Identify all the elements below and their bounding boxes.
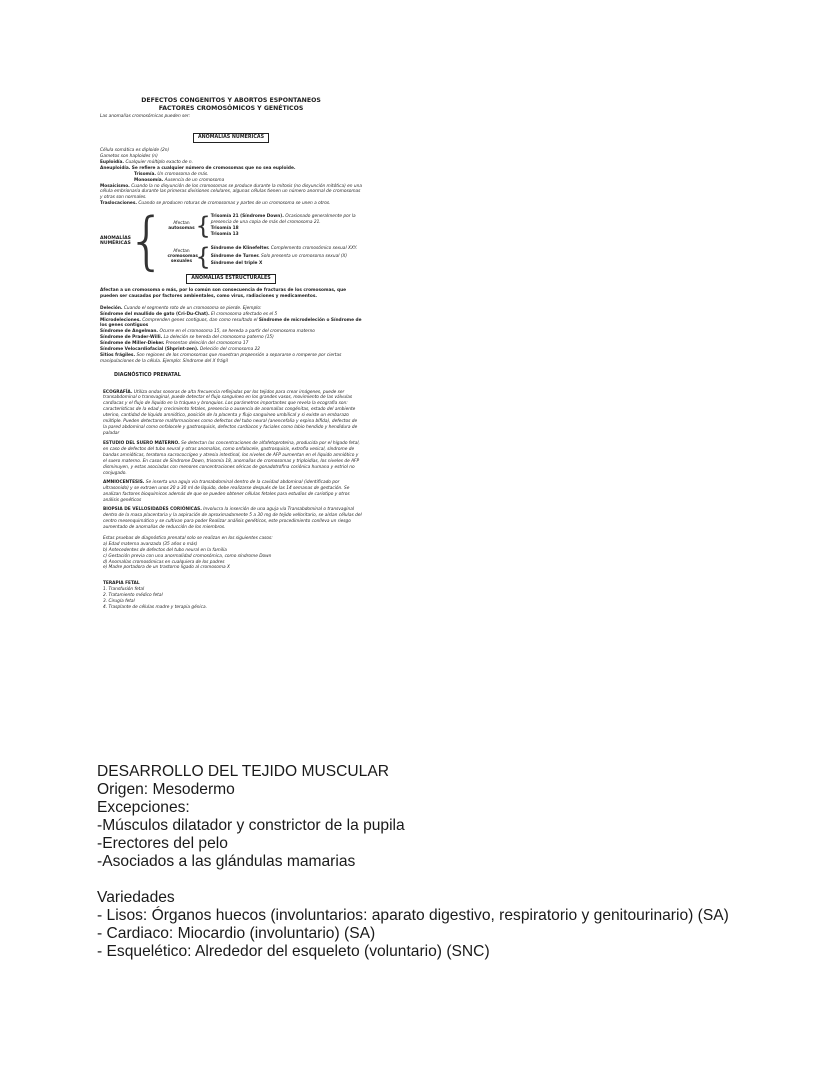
microdeleciones-term: Microdeleciones. <box>100 317 141 323</box>
mosaicismo <box>100 184 362 202</box>
mosaicismo-term: Mosaicismo. <box>100 183 130 189</box>
delecion-term: Deleción. <box>100 305 123 311</box>
terapia-header: TERAPIA FETAL <box>103 581 140 587</box>
turner <box>211 253 386 261</box>
sexuales-group <box>167 242 385 271</box>
autosomas-group <box>167 214 385 239</box>
celula-somatica: Célula somática es diploide (2n) <box>100 148 170 154</box>
microdeleciones <box>100 318 362 330</box>
doc-title-line-2: FACTORES CROMOSÓMICOS Y GENÉTICOS <box>158 104 304 112</box>
terapia-item: 3. Cirugía fetal <box>103 599 135 605</box>
sitios-def: Son regiones de los cromosomas que muestran propensión a separarse o romperse por ciertas manipulaciones de la célula. Ejemplo: Síndrome del X frágil <box>100 353 342 364</box>
structural-intro: Afectan a un cromosoma o más, por lo común son consecuencia de fracturas de los cromosomas, que pueden ser causadas por factores ambientales, como virus, radiaciones y medicamentos. <box>100 287 347 299</box>
shprintzen-def: Deleción del cromosoma 22 <box>199 347 261 353</box>
microdeleciones-bold: Síndrome de microdeleción o Síndrome de los genes contiguos <box>100 317 362 329</box>
numeric-anomalies-header: ANOMALÍAS NUMÉRICAS <box>193 133 269 143</box>
trisomia18: Trisomía 18 <box>210 226 239 232</box>
notes-exc-3: -Asociados a las glándulas mamarias <box>97 853 356 870</box>
prader-def: La deleción se hereda del cromosoma paterno (15) <box>163 335 274 341</box>
aneuploidia-def: Se refiere a cualquier número de cromosomas que no sea euploide. <box>131 165 296 171</box>
anomalias-label-2: NUMÉRICAS <box>100 241 131 247</box>
sitios-term: Sitios frágiles. <box>100 353 136 359</box>
microdeleciones-def: Comprenden genes contiguos, dan como resultado el <box>142 317 258 323</box>
trisomia21-def: Ocasionado generalmente por la presencia de una copia de más del cromosoma 21. <box>210 213 356 226</box>
monosomia-term: Monosomía. <box>134 177 164 183</box>
doc-intro: Las anomalías cromosómicas pueden ser: <box>100 113 191 119</box>
diag-header: DIAGNÓSTICO PRENATAL <box>114 372 181 378</box>
pruebas-item: a) Edad materna avanzada (35 años o más) <box>103 541 198 547</box>
biopsia <box>100 507 362 531</box>
euploidia-term: Euploidía. <box>100 159 125 165</box>
turner-term: Síndrome de Turner. <box>210 253 260 259</box>
sexuales-brace: { <box>195 242 211 271</box>
traslocaciones-term: Traslocaciones. <box>100 201 138 207</box>
anomalias-numericas-label <box>100 235 131 247</box>
notes-var-3: - Esquelético: Alrededor del esqueleto (voluntario) (SNC) <box>97 943 490 960</box>
biopsia-def: Involucra la inserción de una aguja vía Transabdominal o transvaginal dentro de la masa placentaria y la aspiración de aproximadamente 5 a 30 mg de tejido velloritario, se aíslan células del centro mesenquimático y se cultivan para poder Realizar análisis genéticos, este procedimiento conlleva un riesgo aumentado de anomalías de reducción de los miembros. <box>103 507 362 530</box>
sitios-fragiles <box>100 353 362 365</box>
cri-du-chat-def: El cromosoma afectado es el 5 <box>211 311 278 317</box>
miller-term: Síndrome de Miller-Dieker. <box>100 341 165 347</box>
suero-materno <box>100 441 362 477</box>
terapia-item: 4. Trasplante de células madre y terapia génica. <box>103 605 207 611</box>
miller-def: Presentan deleción del cromosoma 17 <box>165 341 249 347</box>
pruebas-intro: Estas pruebas de diagnóstico prenatal solo se realizan en los siguientes casos: <box>103 535 273 541</box>
big-brace: { <box>127 204 167 278</box>
amniocentesis <box>100 480 362 504</box>
klinefelter-term: Síndrome de Klinefelter. <box>210 246 270 252</box>
afectan-autosomas-1: Afectan <box>173 220 190 226</box>
anomalias-label-1: ANOMALÍAS <box>100 235 131 241</box>
trisomia21 <box>211 214 376 226</box>
afectan-sexuales <box>167 248 198 265</box>
euploidia-def: Cualquier múltiplo exacto de n. <box>125 159 193 165</box>
notes-excepciones: Excepciones: <box>97 799 190 816</box>
klinefelter-def: Complemento cromosómico sexual XXY. <box>270 246 358 252</box>
structural-anomalies-header: ANOMALÍAS ESTRUCTURALES <box>186 274 275 284</box>
mosaicismo-def: Cuando la no disyunción de los cromosomas se produce durante la mitosis (no disyunción mitótica) en una célula embrionaria durante las primeras divisiones celulares, algunas células tienen un número anormal de cromosomas y otras son normales. <box>100 183 362 201</box>
angelman-def: Ocurre en el cromosoma 15, se hereda a partir del cromosoma materno <box>159 329 315 335</box>
pruebas-item: e) Madre portadora de un trastorno ligado al cromosoma X <box>103 565 230 571</box>
notes-title: DESARROLLO DEL TEJIDO MUSCULAR <box>97 763 390 780</box>
pruebas-item: d) Anomalías cromosómicas en cualquiera de los padres <box>103 559 225 565</box>
klinefelter <box>211 245 386 253</box>
notes-var-1: - Lisos: Órganos huecos (involuntarios: aparato digestivo, respiratorio y genitourinario) (SA) <box>97 907 729 924</box>
amnio-term: AMNIOCENTESIS. <box>103 480 145 486</box>
eco-def: Utiliza ondas sonoras de alta frecuencia reflejadas por los tejidos para crear imágenes, puede ser transabdominal o transvaginal, puede detectar el flujo sanguíneo en los grandes vasos, movimiento de las válvulas cardíacas y el flujo de líquido en la tráquea y bronquios. Los parámetros importantes que revela la ecografía son: características de la edad y crecimiento fetales, presencia o ausencia de anomalías congénitas, estado del ambiente uterino, cantidad de líquido amniótico, posición de la placenta y flujo sanguíneo umbilical y si existe un embarazo múltiple. Pueden detectarse malformaciones como defectos del tubo neural (anencefalia y espina bífida), defectos de la pared abdominal como onfalocele y gastrosquisis, defectos cardíacos y faciales como labio hendido y hendidura de paladar <box>103 389 358 436</box>
notes-var-2: - Cardiaco: Miocardio (involuntario) (SA) <box>97 925 376 942</box>
monosomia-def: Ausencia de un cromosoma <box>164 177 225 183</box>
terapia-item: 1. Transfusión fetal <box>103 587 145 593</box>
scanned-document <box>100 97 362 611</box>
trisomia21-term: Trisomía 21 (Síndrome Down). <box>210 213 284 219</box>
afectan-autosomas <box>167 221 195 232</box>
suero-def: Se detectan las concentraciones de alfafetoproteína, producida por el hígado fetal, en caso de defectos del tubo neural y otras anomalías, como onfalocele, gastrosquisis, extrofia vesical, síndrome de bandas amnióticas, teratoma sacrococcígeo y atresia intestinal, los niveles de AFP aumentan en el líquido amniótico y el suero materno. En casos de Síndrome Down, trisomía 18, anomalías de cromosomas y triploidías, los niveles de AFP disminuyen, y estas asociadas con menores concentraciones séricas de gonadotrofina coriónica humana y estriol no conjugado. <box>103 440 360 476</box>
cri-du-chat-term: Síndrome del maullido de gato (Cri-Du-Chat). <box>100 311 210 317</box>
notes-exc-1: -Músculos dilatador y constrictor de la pupila <box>97 817 405 834</box>
afectan-sexuales-1: Afectan <box>173 248 190 254</box>
eco-term: ECOGRAFÍA. <box>103 389 133 395</box>
amnio-def: Se inserta una aguja vía transabdominal dentro de la cavidad abdominal (identificado por ultrasonido) y se extraen unos 20 a 30 ml de líquido, debe realizarse después de las 14 semanas de gestación. Se analizan factores bioquímicos además de que se pueden obtener células fetales para estudios de cariotipo y otros análisis genéticos <box>103 480 350 504</box>
trisomia-term: Trisomía. <box>134 171 157 177</box>
ecografia <box>100 390 362 437</box>
pruebas-item: b) Antecedentes de defectos del tubo neural en la familia <box>103 547 227 553</box>
angelman-term: Síndrome de Angelman. <box>100 329 159 335</box>
delecion-def: Cuando el segmento roto de un cromosoma se pierde. Ejemplo: <box>123 305 262 311</box>
afectan-sexuales-3: sexuales <box>170 259 193 265</box>
suero-term: ESTUDIO DEL SUERO MATERNO. <box>103 440 180 446</box>
shprintzen-term: Síndrome Velocardiofacial (Shprint-zen). <box>100 347 199 353</box>
biopsia-term: BIOPSIA DE VELLOSIDADES CORIÓNICAS. <box>103 507 202 513</box>
notes-variedades: Variedades <box>97 889 175 906</box>
terapia-item: 2. Tratamiento médico fetal <box>103 593 163 599</box>
prader-term: Síndrome de Prader-Willi. <box>100 335 163 341</box>
notes-exc-2: -Erectores del pelo <box>97 835 228 852</box>
gametos: Gametos son haploides (n) <box>100 153 158 159</box>
notes-origen: Origen: Mesodermo <box>97 781 235 798</box>
autosomas-brace: { <box>195 212 211 241</box>
pruebas-item: c) Gestación previa con una anormalidad cromosómica, como síndrome Down <box>103 553 272 559</box>
muscle-notes <box>97 763 817 961</box>
trisomia13: Trisomía 13 <box>210 232 239 238</box>
doc-title-line-1: DEFECTOS CONGENITOS Y ABORTOS ESPONTANEOS <box>141 97 321 104</box>
turner-def: Solo presenta un cromosoma sexual (X) <box>261 253 348 259</box>
traslocaciones-def: Cuando se producen roturas de cromosomas y partes de un cromosoma se unen a otros. <box>138 201 331 207</box>
afectan-sexuales-2: cromosomas <box>167 254 198 259</box>
aneuploidia-term: Aneuploidía. <box>100 165 131 171</box>
triple-x: Síndrome del triple X <box>210 261 263 267</box>
afectan-autosomas-2: autosomas <box>168 226 195 232</box>
trisomia-def: Un cromosoma de más. <box>157 171 209 177</box>
